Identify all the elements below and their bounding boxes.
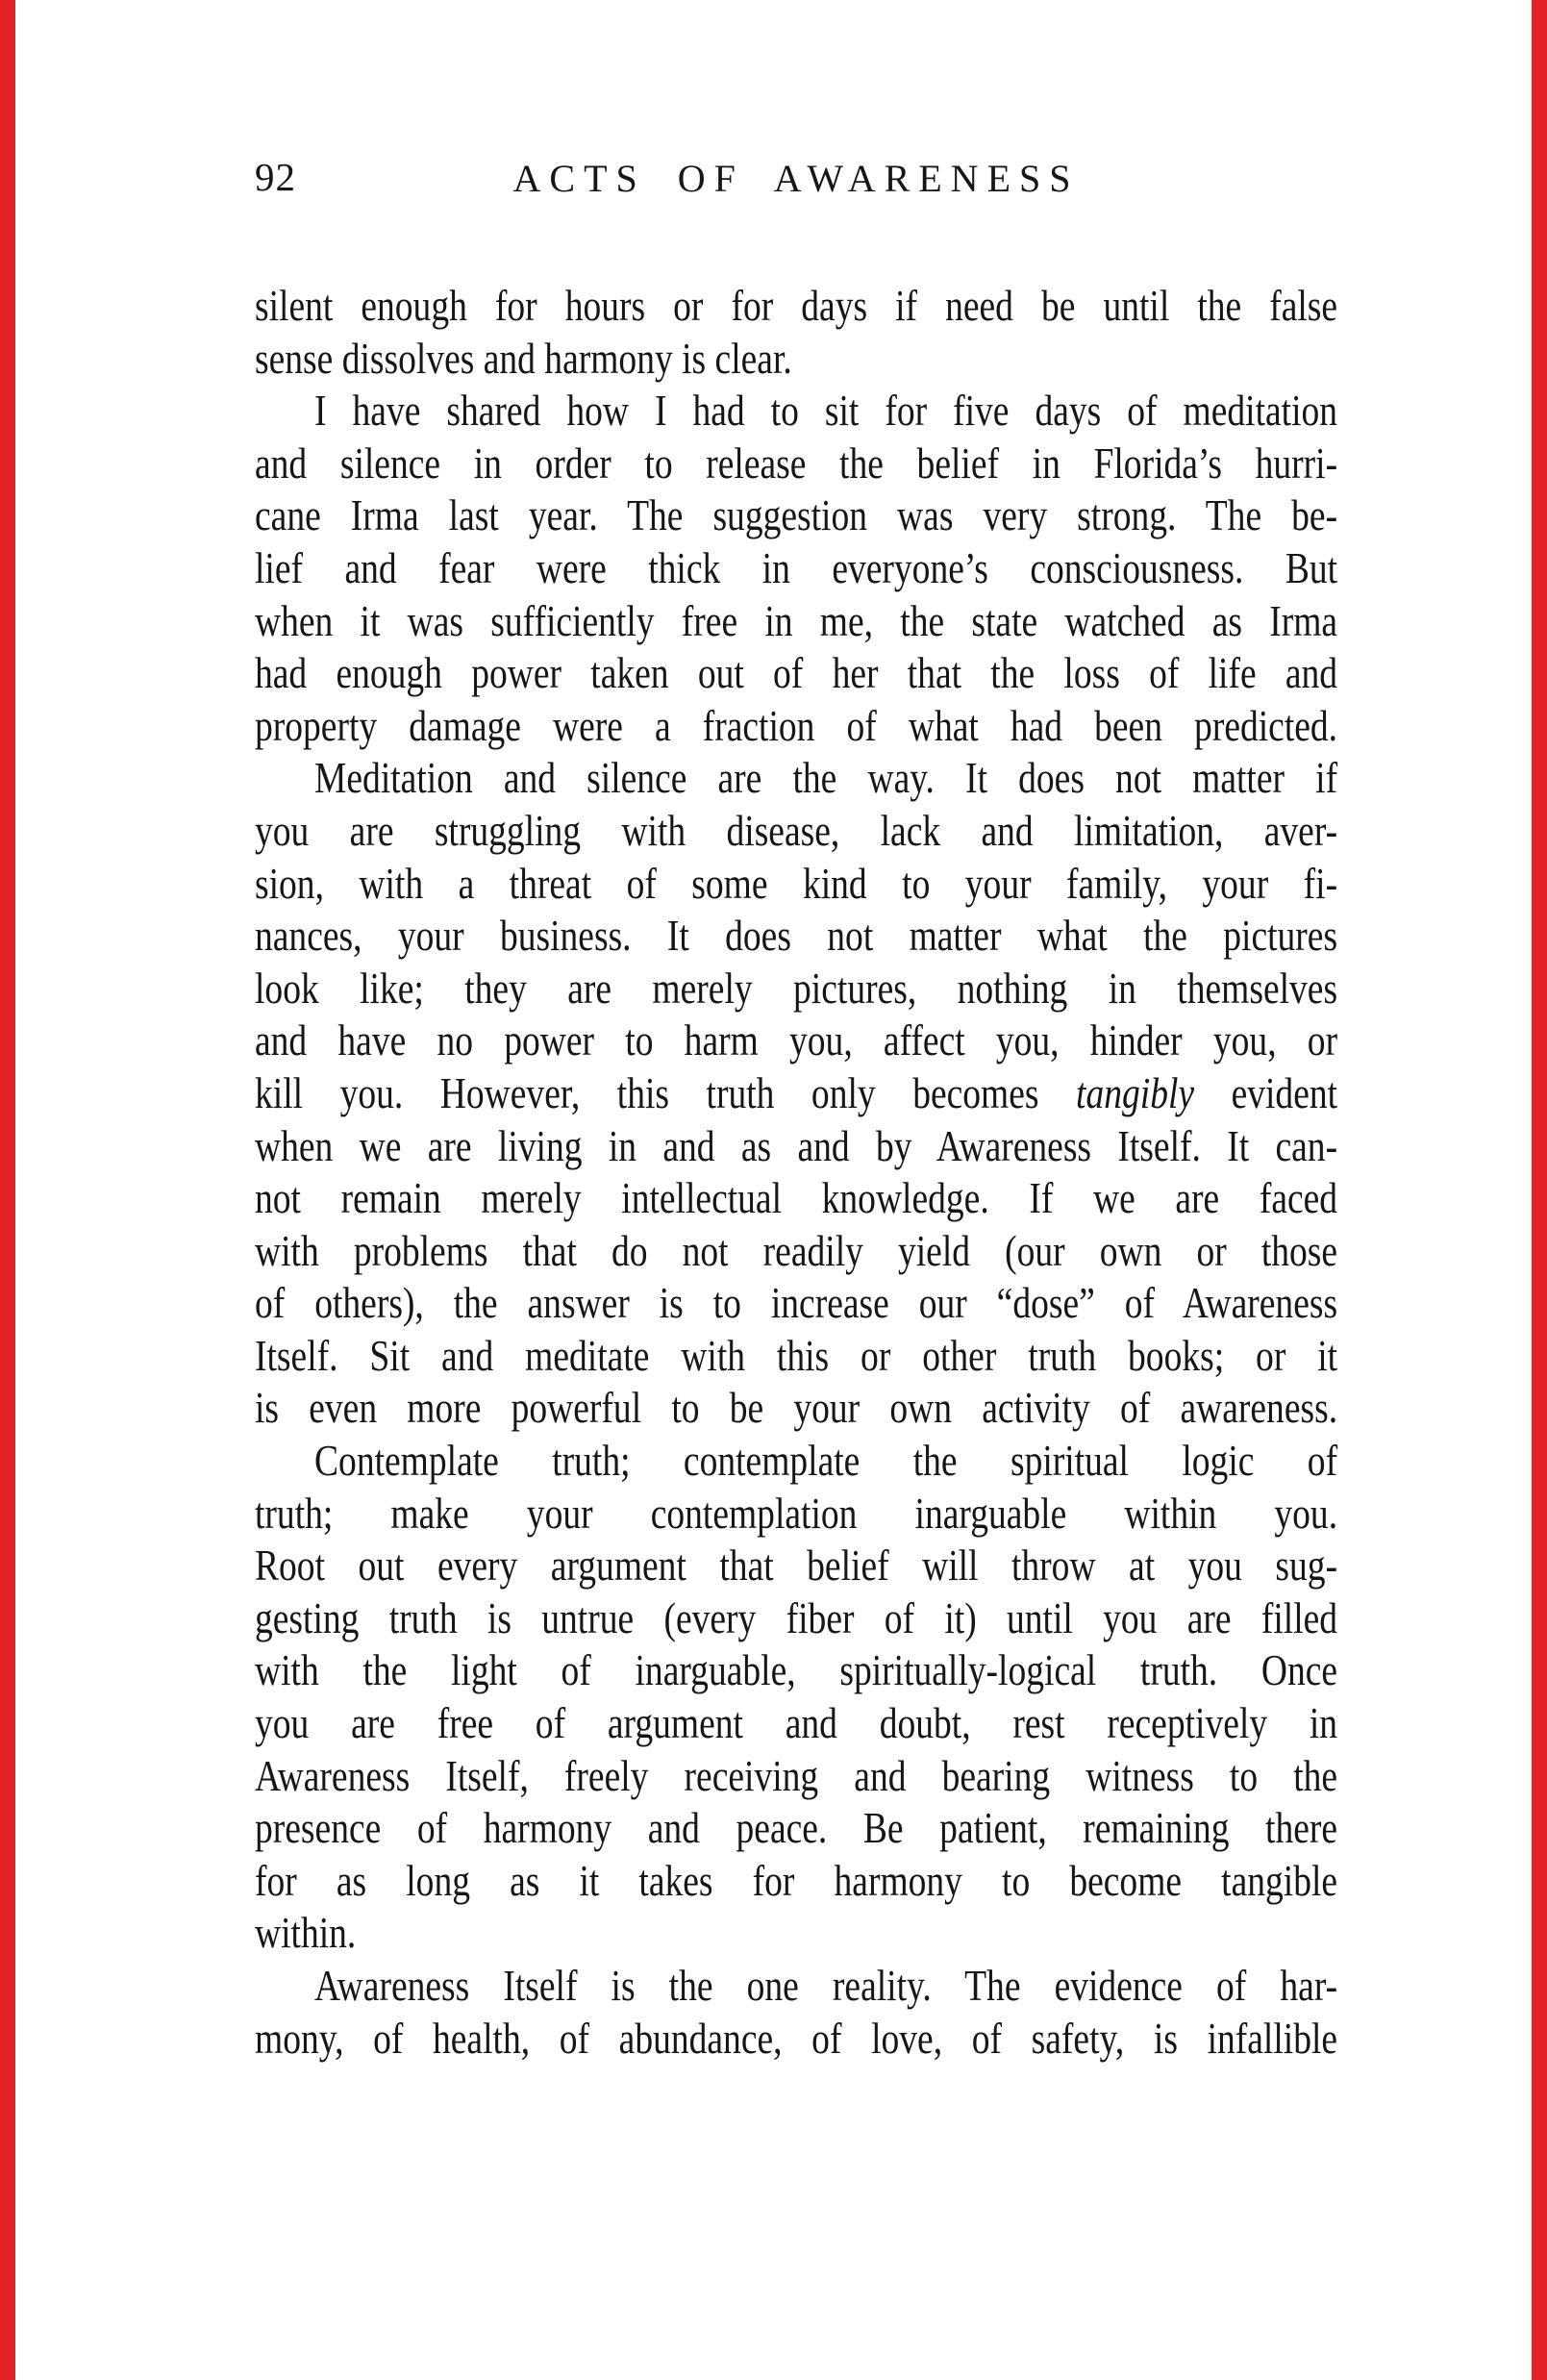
text-line: and silence in order to release the belief in Florida’s hurri- xyxy=(255,438,1338,488)
text-line: gesting truth is untrue (every fiber of it) until you are filled xyxy=(255,1592,1338,1642)
text-line: Root out every argument that belief will throw at you sug- xyxy=(255,1541,1338,1591)
text-line: Awareness Itself is the one reality. The evidence of har- xyxy=(314,1961,1338,2010)
text-line: is even more powerful to be your own activity of awareness. xyxy=(255,1383,1338,1433)
text-line: not remain merely intellectual knowledge. If we are faced xyxy=(255,1173,1338,1223)
text-line: property damage were a fraction of what had been predicted. xyxy=(255,700,1338,750)
text-line: you are struggling with disease, lack and limitation, aver- xyxy=(255,805,1338,855)
text-line: Awareness Itself, freely receiving and bearing witness to the xyxy=(255,1750,1338,1800)
text-line: sion, with a threat of some kind to your family, your fi- xyxy=(255,858,1338,908)
text-line: mony, of health, of abundance, of love, of safety, is infallible xyxy=(255,2013,1338,2063)
text-line: with the light of inarguable, spiritually-logical truth. Once xyxy=(255,1645,1338,1695)
text-line: silent enough for hours or for days if need be until the false xyxy=(255,281,1338,330)
book-cover-edge-left xyxy=(0,0,15,2380)
text-line: when we are living in and as and by Awareness Itself. It can- xyxy=(255,1120,1338,1170)
text-line: I have shared how I had to sit for five days of meditation xyxy=(314,386,1338,436)
text-line: within. xyxy=(255,1908,357,1958)
text-line: when it was sufficiently free in me, the state watched as Irma xyxy=(255,595,1338,645)
book-cover-edge-right xyxy=(1532,0,1547,2380)
text-block xyxy=(255,280,1337,2065)
text-line: look like; they are merely pictures, nothing in themselves xyxy=(255,963,1338,1013)
text-line: nances, your business. It does not matter what the pictures xyxy=(255,911,1338,961)
text-line: you are free of argument and doubt, rest receptively in xyxy=(255,1698,1338,1748)
text-line: and have no power to harm you, affect you, hinder you, or xyxy=(255,1015,1338,1065)
text-line: with problems that do not readily yield (our own or those xyxy=(255,1225,1338,1275)
text-line: presence of harmony and peace. Be patient, remaining there xyxy=(255,1803,1338,1853)
text-line: truth; make your contemplation inarguable within you. xyxy=(255,1488,1338,1538)
text-line: sense dissolves and harmony is clear. xyxy=(255,333,792,383)
page-number: 92 xyxy=(255,155,296,199)
text-line: Itself. Sit and meditate with this or other truth books; or it xyxy=(255,1330,1338,1380)
text-line: cane Irma last year. The suggestion was very strong. The be- xyxy=(255,490,1338,540)
text-line: lief and fear were thick in everyone’s consciousness. But xyxy=(255,542,1338,592)
text-line: had enough power taken out of her that the loss of life and xyxy=(255,648,1338,698)
text-line: kill you. However, this truth only becomes tangibly evident xyxy=(255,1067,1338,1117)
text-line: for as long as it takes for harmony to become tangible xyxy=(255,1855,1338,1905)
text-line: of others), the answer is to increase our “dose” of Awareness xyxy=(255,1278,1338,1328)
text-line: Contemplate truth; contemplate the spiritual logic of xyxy=(314,1436,1338,1486)
text-line: Meditation and silence are the way. It does not matter if xyxy=(314,753,1338,803)
running-header: ACTS OF AWARENESS xyxy=(512,157,1080,200)
